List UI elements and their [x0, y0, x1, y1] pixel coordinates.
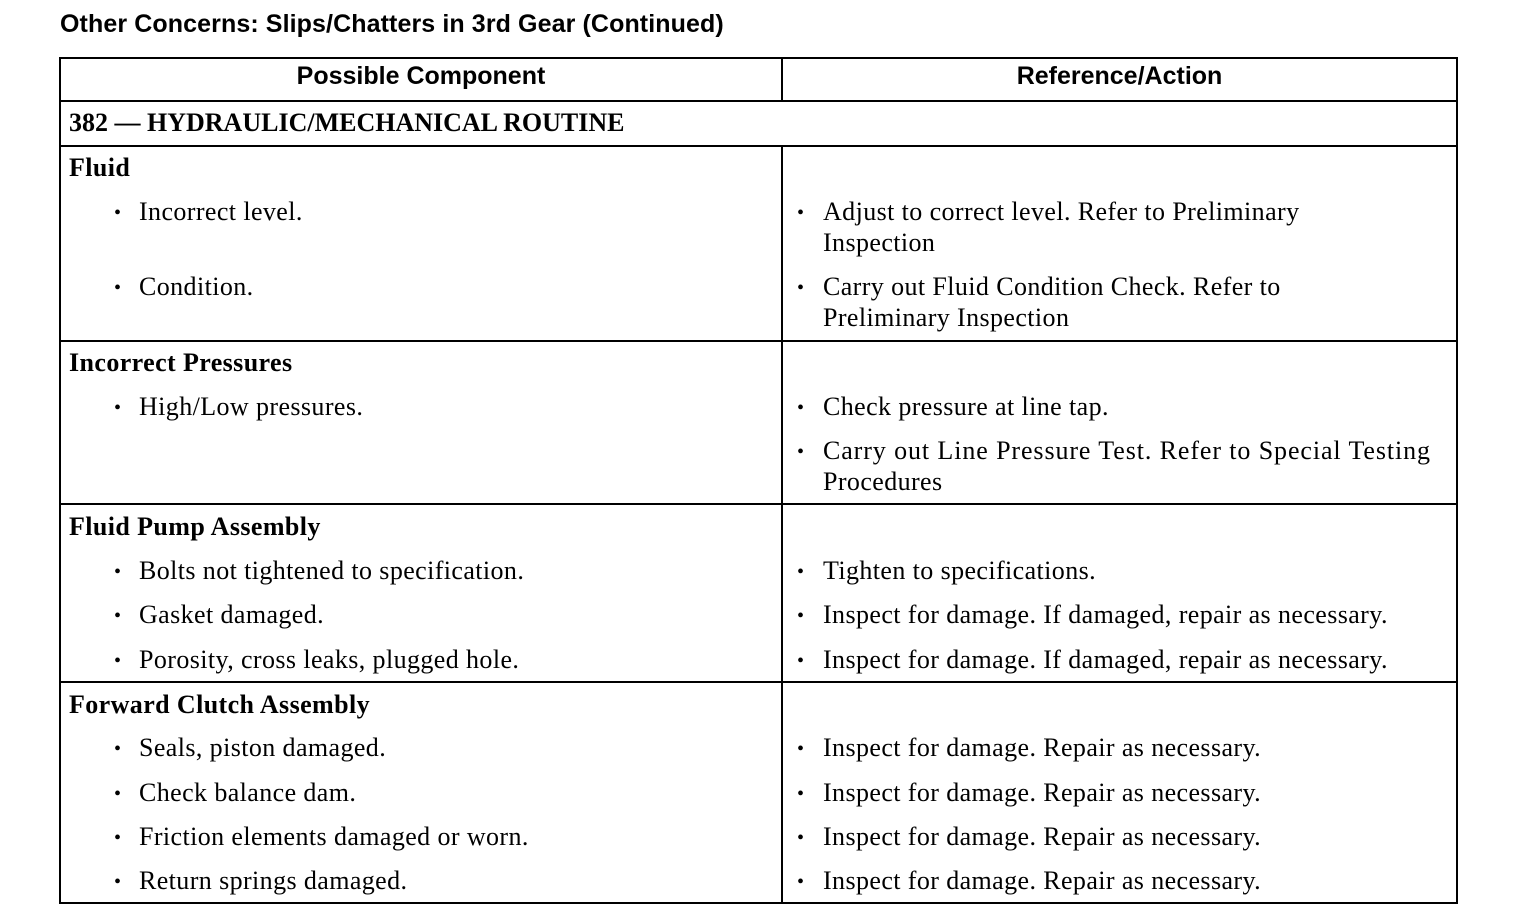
section-title: 382 — HYDRAULIC/MECHANICAL ROUTINE	[69, 108, 625, 137]
bullet-icon: •	[797, 827, 805, 849]
bullet-icon: •	[114, 605, 122, 627]
action-text-line: Inspect for damage. Repair as necessary.	[823, 778, 1262, 807]
action-text-line: Check pressure at line tap.	[823, 392, 1109, 421]
bullet-icon: •	[114, 650, 122, 672]
component-text: Incorrect level.	[139, 197, 303, 226]
group-title-forward-clutch-assembly: Forward Clutch Assembly	[69, 690, 370, 719]
action-text-line: Inspect for damage. Repair as necessary.	[823, 733, 1262, 762]
bullet-icon: •	[797, 605, 805, 627]
component-text: Check balance dam.	[139, 778, 357, 807]
diagnostic-table	[59, 57, 1458, 904]
group-divider-pressures	[59, 503, 1458, 505]
bullet-icon: •	[114, 277, 122, 299]
action-text-line: Carry out Fluid Condition Check. Refer to	[823, 272, 1281, 301]
action-text-line: Inspect for damage. If damaged, repair as necessary.	[823, 645, 1388, 674]
action-text-line: Carry out Line Pressure Test. Refer to Special Testing	[823, 436, 1431, 465]
bullet-icon: •	[797, 738, 805, 760]
bullet-icon: •	[797, 650, 805, 672]
component-text: Porosity, cross leaks, plugged hole.	[139, 645, 520, 674]
bullet-icon: •	[797, 441, 805, 463]
column-header-component: Possible Component	[296, 62, 546, 90]
group-title-fluid-pump-assembly: Fluid Pump Assembly	[69, 512, 321, 541]
bullet-icon: •	[114, 827, 122, 849]
action-text-line: Inspection	[823, 228, 936, 257]
group-divider-pump	[59, 681, 1458, 683]
bullet-icon: •	[114, 738, 122, 760]
bullet-icon: •	[797, 871, 805, 893]
bullet-icon: •	[797, 202, 805, 224]
component-text: Condition.	[139, 272, 254, 301]
page-title: Other Concerns: Slips/Chatters in 3rd Gear (Continued)	[60, 10, 724, 38]
component-text: Friction elements damaged or worn.	[139, 822, 529, 851]
action-text-line: Inspect for damage. Repair as necessary.	[823, 866, 1262, 895]
bullet-icon: •	[114, 871, 122, 893]
component-text: Gasket damaged.	[139, 600, 325, 629]
bullet-icon: •	[114, 202, 122, 224]
action-text-line: Inspect for damage. If damaged, repair as necessary.	[823, 600, 1388, 629]
bullet-icon: •	[114, 783, 122, 805]
group-title-incorrect-pressures: Incorrect Pressures	[69, 348, 293, 377]
bullet-icon: •	[797, 397, 805, 419]
bullet-icon: •	[797, 561, 805, 583]
action-text-line: Adjust to correct level. Refer to Preliminary	[823, 197, 1300, 226]
bullet-icon: •	[114, 397, 122, 419]
section-divider	[59, 145, 1458, 147]
action-text-line: Inspect for damage. Repair as necessary.	[823, 822, 1262, 851]
group-title-fluid: Fluid	[69, 153, 131, 182]
header-divider	[59, 100, 1458, 102]
component-text: Seals, piston damaged.	[139, 733, 387, 762]
bullet-icon: •	[797, 783, 805, 805]
bullet-icon: •	[797, 277, 805, 299]
group-divider-fluid	[59, 340, 1458, 342]
action-text-line: Preliminary Inspection	[823, 303, 1070, 332]
bullet-icon: •	[114, 561, 122, 583]
action-text-line: Tighten to specifications.	[823, 556, 1097, 585]
component-text: Return springs damaged.	[139, 866, 408, 895]
action-text-line: Procedures	[823, 467, 943, 496]
column-header-action: Reference/Action	[1016, 62, 1223, 90]
component-text: High/Low pressures.	[139, 392, 364, 421]
body-column-divider	[781, 145, 783, 904]
component-text: Bolts not tightened to specification.	[139, 556, 525, 585]
